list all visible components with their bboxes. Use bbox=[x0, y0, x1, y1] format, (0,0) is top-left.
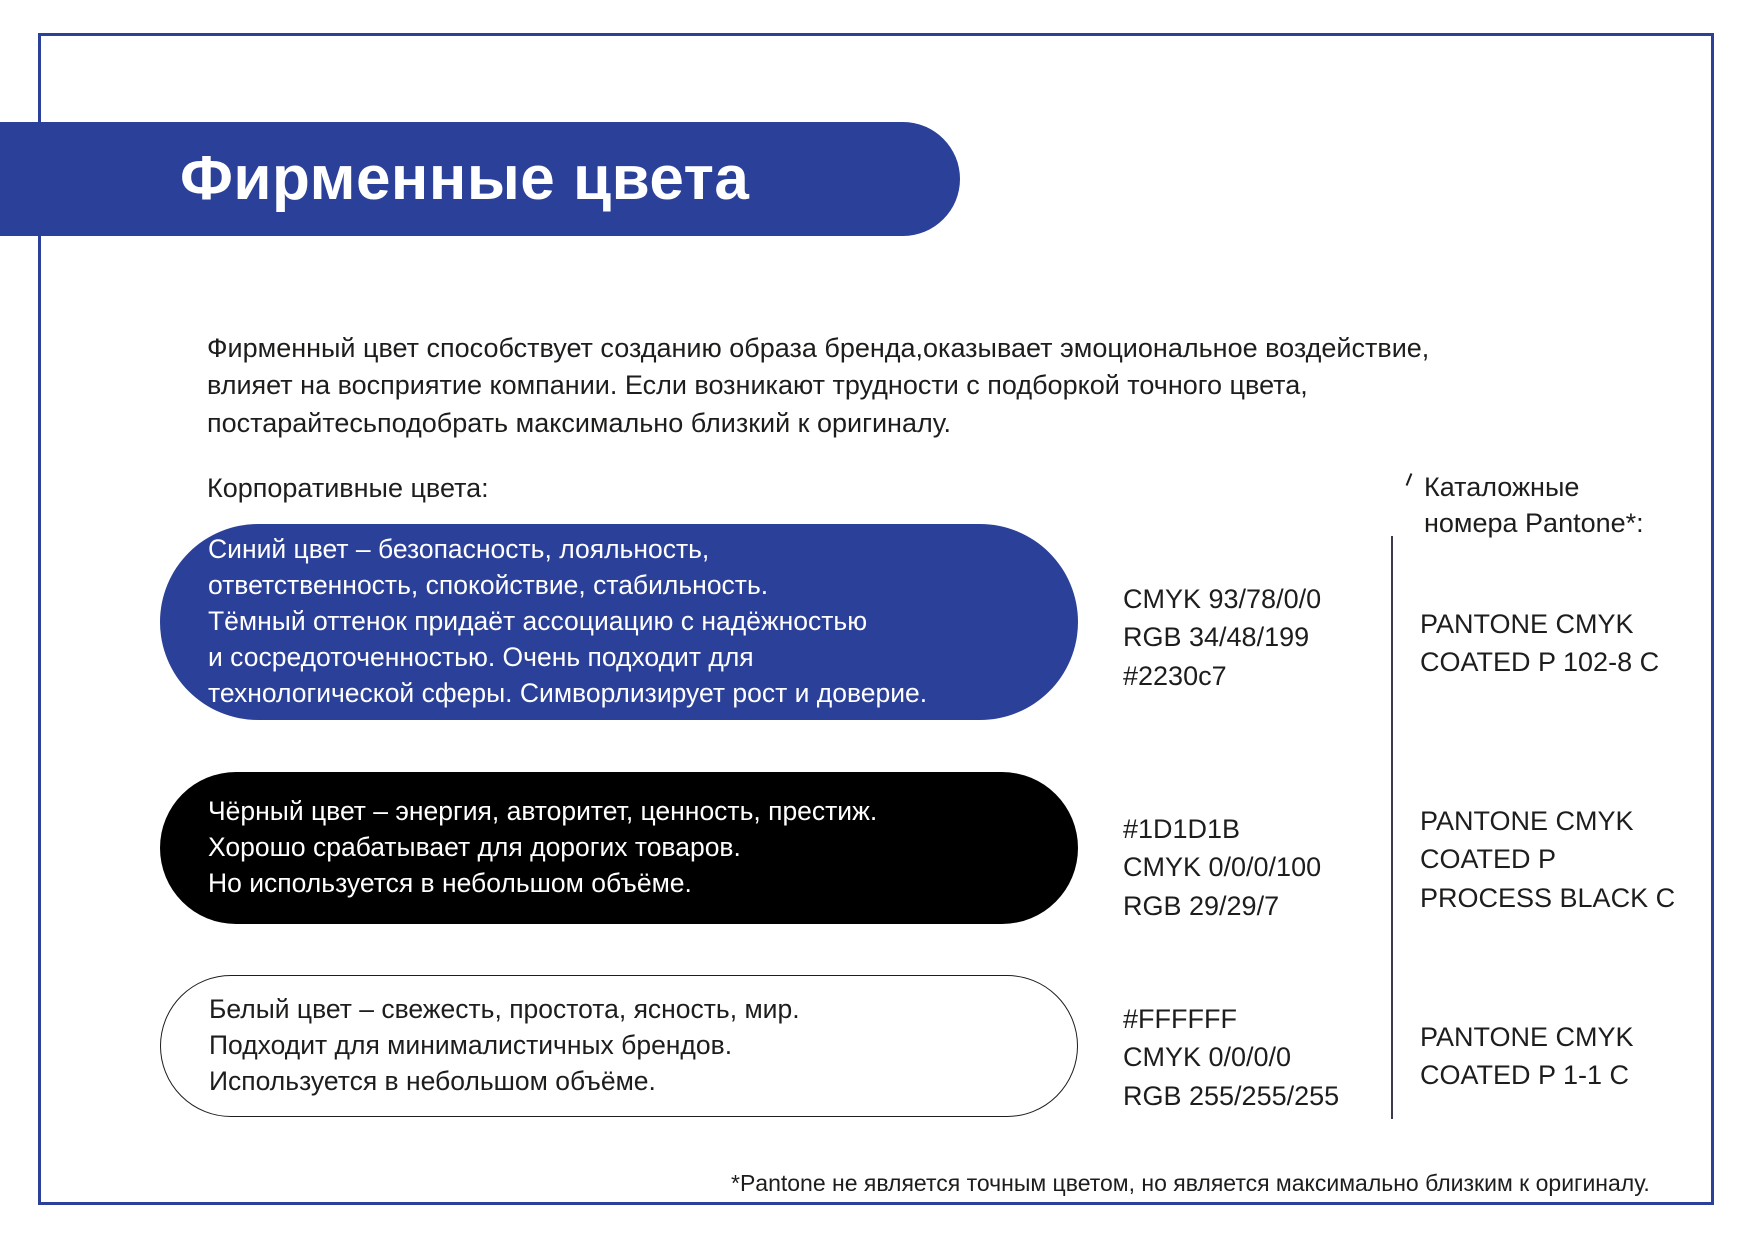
spec-line: RGB 34/48/199 bbox=[1123, 622, 1310, 653]
spec-line: CMYK 0/0/0/100 bbox=[1123, 852, 1322, 883]
pantone-line: PANTONE CMYK bbox=[1420, 1022, 1634, 1052]
spec-line: RGB 255/255/255 bbox=[1123, 1080, 1340, 1111]
spec-line: RGB 29/29/7 bbox=[1123, 890, 1280, 921]
spec-line: CMYK 0/0/0/0 bbox=[1123, 1042, 1292, 1073]
pantone-value-blue bbox=[1420, 605, 1659, 682]
color-spec-black bbox=[1123, 810, 1321, 925]
color-spec-blue bbox=[1123, 580, 1321, 695]
color-description-blue bbox=[160, 532, 953, 712]
spec-line: #2230c7 bbox=[1123, 660, 1227, 691]
intro-line-2: влияет на восприятие компании. Если возникают трудности с подборкой точного цвета, bbox=[207, 370, 1308, 401]
color-swatch-black bbox=[160, 772, 1078, 924]
color-description-black bbox=[160, 794, 903, 902]
description-line: технологической сферы. Симворлизирует рост и доверие. bbox=[208, 677, 928, 708]
description-line: Используется в небольшом объёме. bbox=[209, 1065, 656, 1096]
description-line: Белый цвет – свежесть, простота, ясность, мир. bbox=[209, 994, 800, 1025]
description-line: Синий цвет – безопасность, лояльность, bbox=[208, 534, 710, 565]
color-swatch-white bbox=[160, 975, 1078, 1117]
title-banner bbox=[0, 122, 960, 236]
spec-line: #FFFFFF bbox=[1123, 1004, 1237, 1034]
intro-line-3: постарайтесьподобрать максимально близкий к оригиналу. bbox=[207, 407, 952, 438]
color-swatch-blue bbox=[160, 524, 1078, 720]
pantone-line: PANTONE CMYK bbox=[1420, 806, 1634, 836]
column-divider bbox=[1391, 536, 1393, 1119]
pantone-value-black bbox=[1420, 802, 1675, 917]
corporate-colors-label: Корпоративные цвета: bbox=[207, 473, 489, 503]
spec-line: #1D1D1B bbox=[1123, 814, 1241, 844]
color-spec-white bbox=[1123, 1000, 1339, 1115]
description-line: Но используется в небольшом объёме. bbox=[208, 867, 692, 898]
color-description-white bbox=[161, 992, 826, 1100]
pantone-column-header bbox=[1424, 470, 1644, 542]
intro-paragraph bbox=[207, 330, 1507, 442]
pantone-value-white bbox=[1420, 1018, 1634, 1095]
description-line: Тёмный оттенок придаёт ассоциацию с надёжностью bbox=[208, 606, 868, 637]
pantone-line: PROCESS BLACK C bbox=[1420, 882, 1676, 913]
pantone-line: COATED P bbox=[1420, 844, 1557, 875]
intro-line-1: Фирменный цвет способствует созданию образа бренда,оказывает эмоциональное воздействие, bbox=[207, 333, 1430, 363]
pantone-footnote: *Pantone не является точным цветом, но является максимально близким к оригиналу. bbox=[731, 1170, 1650, 1196]
pantone-line: COATED P 1-1 C bbox=[1420, 1060, 1630, 1091]
description-line: и сосредоточенностью. Очень подходит для bbox=[208, 641, 754, 672]
pantone-header-line-2: номера Pantone*: bbox=[1424, 507, 1644, 538]
description-line: Чёрный цвет – энергия, авторитет, ценность, престиж. bbox=[208, 796, 878, 827]
spec-line: CMYK 93/78/0/0 bbox=[1123, 584, 1322, 614]
description-line: Подходит для минималистичных брендов. bbox=[209, 1030, 733, 1061]
pantone-header-line-1: Каталожные bbox=[1424, 472, 1580, 502]
description-line: ответственность, спокойствие, стабильность. bbox=[208, 570, 769, 601]
pantone-line: PANTONE CMYK bbox=[1420, 609, 1634, 639]
page-title: Фирменные цвета bbox=[180, 144, 750, 213]
pantone-line: COATED P 102-8 C bbox=[1420, 647, 1660, 678]
description-line: Хорошо срабатывает для дорогих товаров. bbox=[208, 832, 741, 863]
